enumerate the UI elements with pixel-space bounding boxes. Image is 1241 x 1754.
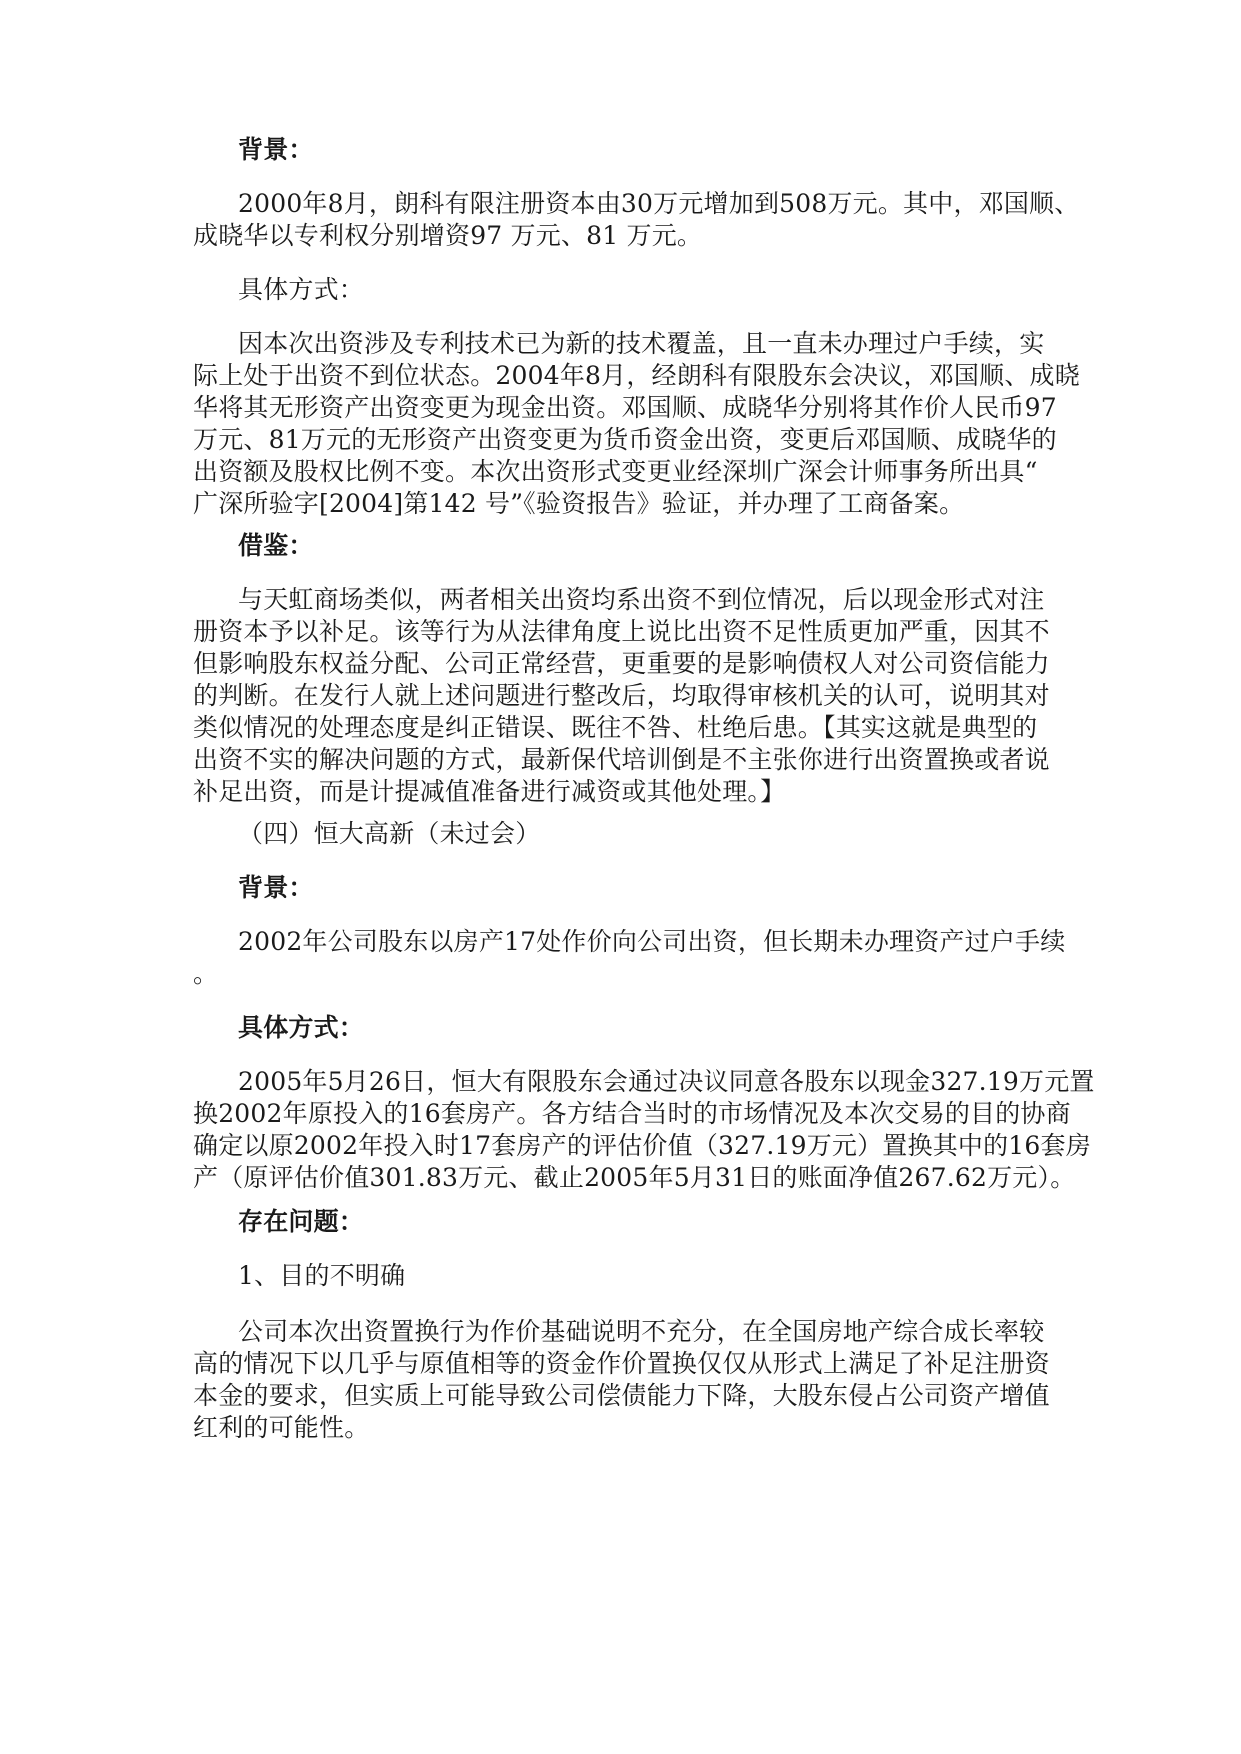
paragraph-line: 红利的可能性。 (193, 1413, 370, 1442)
paragraph-line: 确定以原2002年投入时17套房产的评估价值（327.19万元）置换其中的16套房 (193, 1131, 1091, 1160)
paragraph-line: 出资不实的解决问题的方式，最新保代培训倒是不主张你进行出资置换或者说 (193, 745, 1050, 774)
paragraph-line: 际上处于出资不到位状态。2004年8月，经朗科有限股东会决议，邓国顺、成晓 (193, 361, 1080, 390)
paragraph-line: 本金的要求，但实质上可能导致公司偿债能力下降，大股东侵占公司资产增值 (193, 1381, 1050, 1410)
heading-text: 具体方式： (238, 1013, 365, 1042)
paragraph-line: 高的情况下以几乎与原值相等的资金作价置换仅仅从形式上满足了补足注册资 (193, 1349, 1050, 1378)
paragraph-line: 因本次出资涉及专利技术已为新的技术覆盖，且一直未办理过户手续，实 (238, 329, 1045, 358)
paragraph-line: 类似情况的处理态度是纠正错误、既往不咎、杜绝后患。【其实这就是典型的 (193, 713, 1038, 742)
paragraph-background-2 (193, 926, 1066, 990)
paragraph-method-2 (193, 1066, 1095, 1194)
section-title-text: （四）恒大高新（未过会） (238, 819, 541, 848)
paragraph-line: 万元、81万元的无形资产出资变更为货币资金出资，变更后邓国顺、成晓华的 (193, 425, 1057, 454)
section-title-hengda (193, 818, 1055, 850)
paragraph-line: 2002年公司股东以房产17处作价向公司出资，但长期未办理资产过户手续 (238, 927, 1066, 956)
paragraph-line: 出资额及股权比例不变。本次出资形式变更业经深圳广深会计师事务所出具“ (193, 457, 1038, 486)
paragraph-line: 2005年5月26日，恒大有限股东会通过决议同意各股东以现金327.19万元置 (238, 1067, 1095, 1096)
paragraph-line: 成晓华以专利权分别增资97 万元、81 万元。 (193, 221, 703, 250)
section-heading-background-2 (193, 872, 1055, 904)
heading-text: 背景： (238, 135, 314, 164)
subheading-text: 1、目的不明确 (238, 1261, 406, 1290)
subheading-text: 具体方式： (238, 275, 365, 304)
section-heading-issues (193, 1206, 1055, 1238)
paragraph-line: 的判断。在发行人就上述问题进行整改后，均取得审核机关的认可，说明其对 (193, 681, 1050, 710)
paragraph-line: 2000年8月，朗科有限注册资本由30万元增加到508万元。其中，邓国顺、 (238, 189, 1080, 218)
paragraph-line: 与天虹商场类似，两者相关出资均系出资不到位情况，后以现金形式对注 (238, 585, 1045, 614)
heading-text: 背景： (238, 873, 314, 902)
paragraph-line: 产（原评估价值301.83万元、截止2005年5月31日的账面净值267.62万元）。 (193, 1163, 1076, 1192)
paragraph-line: 换2002年原投入的16套房产。各方结合当时的市场情况及本次交易的目的协商 (193, 1099, 1071, 1128)
subheading-method-1 (193, 274, 1055, 306)
paragraph-reference (193, 584, 1055, 808)
heading-text: 存在问题： (238, 1207, 365, 1236)
heading-text: 借鉴： (238, 531, 314, 560)
paragraph-line: 华将其无形资产出资变更为现金出资。邓国顺、成晓华分别将其作价人民币97 (193, 393, 1057, 422)
paragraph-line: 但影响股东权益分配、公司正常经营，更重要的是影响债权人对公司资信能力 (193, 649, 1050, 678)
paragraph-method-1 (193, 328, 1080, 520)
paragraph-line: 广深所验字[2004]第142 号”《验资报告》验证，并办理了工商备案。 (193, 489, 965, 518)
section-heading-background-1 (193, 134, 1055, 166)
paragraph-line: 。 (193, 959, 219, 988)
paragraph-issue-1 (193, 1316, 1055, 1444)
paragraph-background-1 (193, 188, 1080, 252)
section-heading-reference (193, 530, 1055, 562)
paragraph-line: 册资本予以补足。该等行为从法律角度上说比出资不足性质更加严重，因其不 (193, 617, 1050, 646)
paragraph-line: 公司本次出资置换行为作价基础说明不充分，在全国房地产综合成长率较 (238, 1317, 1045, 1346)
subheading-issue-1 (193, 1260, 1055, 1292)
paragraph-line: 补足出资，而是计提减值准备进行减资或其他处理。】 (193, 777, 786, 806)
section-heading-method-2 (193, 1012, 1055, 1044)
